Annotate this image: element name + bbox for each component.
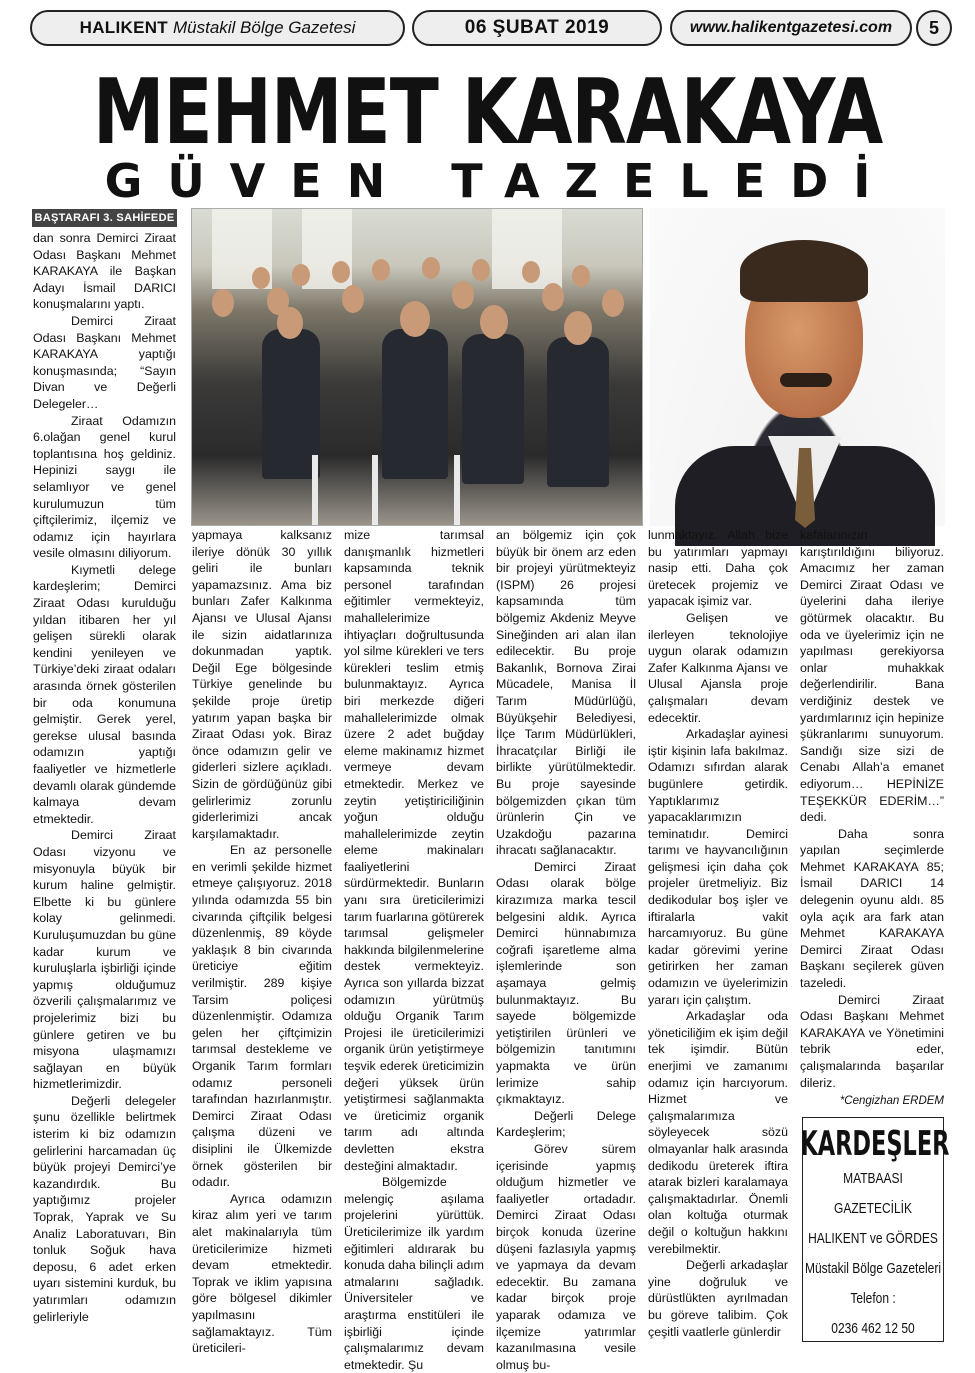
paragraph: Demirci Ziraat Odası Başkanı Mehmet KARAKAYA yaptığı konuşmasında; “Sayın Divan ve Değerli Delegeler… — [33, 313, 176, 411]
portrait-hair — [740, 240, 868, 302]
paragraph: Bölgemizde melengiç aşılama projelerini yürüttük. Üreticilerimize ilk yardım eğitimleri aldırarak bu konuda daha bilinçli adım atmalarını sağladık. Üniversiteler ve araştırma enstitüleri ile işbirliği içinde çalışmalarımız devam etmektedir. Şu — [344, 1175, 484, 1372]
website-link[interactable]: www.halikentgazetesi.com — [670, 10, 912, 46]
article-column-3 — [344, 527, 484, 1373]
issue-date: 06 ŞUBAT 2019 — [412, 10, 662, 46]
meeting-audience-photo — [191, 208, 643, 526]
paragraph: Ayrıca odamızın kiraz alım yeri ve tarım alet makinalarıyla tüm üreticilerimize hizmeti devam etmektedir. Toprak ve iklim yapısına göre bölgesel dikimler yapılmasını sağlamaktayız. Tüm üreticileri- — [192, 1191, 332, 1356]
article-column-4 — [496, 527, 636, 1373]
paper-tagline: Müstakil Bölge Gazetesi — [172, 18, 356, 37]
portrait-mustache — [780, 373, 832, 387]
paragraph: Arkadaşlar ayinesi iştir kişinin lafa bakılmaz. Odamızı sıfırdan alarak bugünlere getirdik. Yaptıklarımız yapacaklarımızın teminatıdır. Demirci tarımı ve hayvancılığının gelişmesi için daha çok projeler üretmeliyiz. Biz dedikodular boş işler ve iftiralarla vakit harcamıyoruz. Bu güne kadar görevimi yerine getirirken her zaman odamızın ve üyelerimizin yararı için çalıştım. — [648, 727, 788, 1007]
photo-person — [602, 289, 624, 317]
paragraph: Görev sürem içerisinde yapmış olduğum hizmetler ve faaliyetler ortadadır. Demirci Ziraat Odası birçok konuda üzerine düşeni fazlasıyla yapmış ve yapmaya da devam edecektir. Bu zamana kadar birçok proje yaparak odamıza ve ilçemize yatırımlar kazanılmasına vesile olmuş bu- — [496, 1141, 636, 1372]
paragraph: Demirci Ziraat Odası vizyonu ve misyonuyla büyük bir kurum haline gelmiştir. Elbette ki bu günlere kolay gelinmedi. Kuruluşumuzdan bu güne kadar kurum ve kuruluşlarla işbirliği içinde yapmış olduğumuz özverili çalışmalarımız ve projelerimiz bizi bu günlere getiren ve bu misyona ulaşmamızı sağlayan en büyük hizmetlerimizdir. — [33, 828, 176, 1092]
photo-person — [212, 289, 234, 317]
photo-person — [572, 265, 590, 287]
paragraph: Demirci Ziraat Odası Başkanı Mehmet KARAKAYA ve Yönetimini tebrik eder, çalışmalarında başarılar dileriz. — [800, 992, 944, 1090]
photo-person — [372, 259, 390, 281]
photo-person-suit — [382, 329, 448, 479]
photo-person — [252, 267, 270, 289]
continuation-label: BAŞTARAFI 3. SAHİFEDE — [32, 209, 177, 227]
paragraph: Demirci Ziraat Odası olarak bölge kirazımıza marka tescil belgesini aldık. Ayrıca Demirci hünnabımıza coğrafi işaretleme alma işlemlerinde son aşamaya gelmiş bulunmaktayız. Bu sayede bölgemizde yetiştirilen ürünleri ve bölgemizin tanıtımını yapmakta ve ürün lerimize sahip çıkmaktayız. — [496, 859, 636, 1107]
article-column-6 — [800, 527, 944, 1110]
author-signature: *Cengizhan ERDEM — [839, 1095, 944, 1108]
masthead — [30, 10, 945, 46]
subheadline: GÜVEN TAZELEDİ — [104, 154, 896, 208]
portrait-photo — [650, 208, 945, 526]
photo-person — [422, 257, 440, 279]
photo-person — [277, 307, 303, 339]
photo-person — [452, 281, 474, 309]
paragraph: dan sonra Demirci Ziraat Odası Başkanı Mehmet KARAKAYA ile Başkan Adayı İsmail DARICI konuşmalarını yaptı. — [33, 231, 176, 312]
paragraph: lunmaktayız. Allah bize bu yatırımları yapmayı nasip etti. Daha çok üretecek projemiz ve yapacak işimiz var. — [648, 528, 788, 609]
article-column-5 — [648, 527, 788, 1340]
paragraph: yapmaya kalksanız ileriye dönük 30 yıllık geliri ile bunları yapamazsınız. Ama biz bunları Zafer Kalkınma Ajansı ve Ulusal Ajansı ile sizin aidatlarınıza dokunmadan yaptık. Değil Ege bölgesinde Türkiye genelinde bu şekilde proje üretip yatırım yapan başka bir Ziraat Odası yok. Biraz önce odamızın gelir ve giderleri sizlere açıkladı. Sizin de gördüğünüz gibi gelirlerimiz zorunlu giderlerimizi ancak karşılamaktadır. — [192, 528, 332, 841]
printing-house-ad — [800, 1117, 950, 1342]
headline: MEHMET KARAKAYA — [92, 59, 883, 165]
paragraph: Arkadaşlar oda yöneticiliğim ek işim değil tek işimdir. Bütün enerjimi ve zamanımı odamız için harcıyorum. Hizmet ve çalışmalarımıza söyleyecek sözü olmayanlar halk arasında dedikodu üreterek iftira atarak bizleri karalamaya çalışmaktadırlar. Önemli olan koltuğa oturmak değil o koltuğun hakkını verebilmektir. — [648, 1009, 788, 1256]
ad-line: GAZETECİLİK — [833, 1200, 913, 1217]
paper-name-banner — [30, 10, 405, 46]
photo-person — [542, 283, 564, 311]
photo-person — [522, 261, 540, 283]
article-column-2 — [192, 527, 332, 1357]
paragraph: mize tarımsal danışmanlık hizmetleri kapsamında teknik personel tarafından eğitimler vermekteyiz, mahallelerimize ihtiyaçları doğrultusunda yol silme kürekleri ve ters kürekleri teslim etmiş bulunmaktayız. Ayrıca biri merkezde diğeri mahallelerimizde olmak üzere 2 adet buğday eleme makinamız hizmet vermeye devam etmektedir. Merkez ve zeytin yetiştiriciliğinin yoğun olduğu mahallelerimizde zeytin eleme makinaları faaliyetlerini sürdürmektedir. Bunların yanı sıra üreticilerimizi tarım fuarlarına götürerek tarımsal gelişmeler hakkında bilgilenmelerine destek vermekteyiz. Ayrıca son yıllarda bizzat odamızın yürütmüş olduğu Organik Tarım Projesi ile üreticilerimizi organik ürün yetiştirmeye teşvik ederek üreticimizin değeri yüksek ürün yetiştirmesi sağlanmakta ve üreticimiz organik tarım adı altında devletten ekstra desteğini almaktadır. — [344, 528, 484, 1173]
photo-person-suit — [547, 337, 609, 487]
photo-person — [400, 301, 430, 337]
paragraph: Değerli arkadaşlar yine doğruluk ve dürüstlükten ayrılmadan bu göreve talibim. Çok çeşitli vaatlerle günlerdir — [648, 1258, 788, 1339]
paragraph: Değerli Delege Kardeşlerim; — [496, 1108, 636, 1140]
photo-chair — [454, 455, 460, 525]
photo-person — [292, 264, 310, 286]
paragraph: kafalarınızın karıştırıldığını biliyoruz. Amacımız her zaman Demirci Ziraat Odası ve üyelerini daha ileriye götürmek olacaktır. Bu oda ve üyelerimiz için ne yapılması gerekiyorsa onlar muhakkak değerlendirilir. Bana verdiğiniz destek ve yardımlarınız için hepinize şükranlarımı sunuyorum. Sandığı size sizi de Cenabı Allah’a emanet ediyorum… HEPİNİZE TEŞEKKÜR EDERİM…” dedi. — [800, 528, 944, 825]
paragraph: Değerli delegeler şunu özellikle belirtmek isterim ki biz odamızın gelirlerini harcamadan üç büyük projeyi Demirci’ye kazandırdık. Bu yaptığımız projeler Toprak, Yaprak ve Su Analiz Laboratuvarı, Bin tonluk Soğuk hava deposu, 6 adet erken uyarı sistemini kurduk, bu yatırımları odamızın gelirleriyle — [33, 1093, 176, 1324]
photo-chair — [312, 455, 318, 525]
ad-title: KARDEŞLER — [800, 1124, 950, 1164]
ad-line: Telefon : — [850, 1290, 896, 1307]
paper-name: HALIKENT — [79, 18, 168, 37]
ad-line: MATBAASI — [843, 1170, 903, 1187]
article-column-1 — [33, 230, 176, 1325]
ad-phone: 0236 462 12 50 — [831, 1320, 915, 1337]
paragraph: Kıymetli delege kardeşlerim; Demirci Ziraat Odası kurulduğu yıldan itibaren her yıl gelişen sürekli olarak kendini yenileyen ve Türkiye’deki ziraat odaları arasında örnek gösterilen bir oda konumuna gelmiştir. Gerek yerel, gerekse ulusal basında odamızın yaptığı faaliyetler ve hizmetlerle devamlı olarak gündemde kalmaya devam etmektedir. — [33, 562, 176, 826]
paragraph: Ziraat Odamızın 6.olağan genel kurul toplantısına hoş geldiniz. Hepinizi saygı ile selamlıyor ve genel kurulumuzun tüm çiftçilerimiz, ilçemiz ve odamız için hayırlara vesile olmasını diliyorum. — [33, 413, 176, 561]
paragraph: Daha sonra yapılan seçimlerde Mehmet KARAKAYA 85; İsmail DARICI 14 delegenin oyunu aldı. 85 oyla açık ara fark atan Mehmet KARAKAYA Demirci Ziraat Odası Başkanı seçilerek güven tazeledi. — [800, 826, 944, 991]
photo-person — [472, 259, 490, 281]
ad-line: Müstakil Bölge Gazeteleri — [804, 1260, 942, 1277]
ad-line: HALIKENT ve GÖRDES — [808, 1230, 938, 1247]
paragraph: an bölgemiz için çok büyük bir önem arz eden bir projeyi yürütmekteyiz (ISPM) 26 projesi kapsamında tüm bölgemiz Akdeniz Meyve Sineğinden ari alan ilan edilecektir. Bu proje Bakanlık, Bornova Zirai Mücadele, Manisa İl Tarım Müdürlüğü, Büyükşehir Belediyesi, İlçe Tarım Müdürlükleri, İhracatçılar Birliği ile birlikte yürütülmektedir. Bu proje sayesinde bölgemizden çıkan tüm ürünlerin Çin ve Uzakdoğu pazarına ihracatı sağlanacaktır. — [496, 528, 636, 858]
photo-person — [480, 305, 508, 339]
photo-person-suit — [462, 334, 524, 484]
paragraph: Gelişen ve ilerleyen teknolojiye uygun olarak odamızın Zafer Kalkınma Ajansı ve Ulusal Ajansla proje çalışmaları devam edecektir. — [648, 610, 788, 725]
page-number: 5 — [916, 10, 952, 46]
photo-person — [342, 285, 364, 313]
photo-chair — [372, 455, 378, 525]
photo-person — [564, 311, 592, 345]
photo-person — [332, 261, 350, 283]
paragraph: En az personelle en verimli şekilde hizmet etmeye çalışıyoruz. 2018 yılında odamızda 55 bin civarında çiftçilik belgesi düzenlenmiş, 89 köyde yaklaşık 8 bin civarında üreticiye eğitim verilmiştir. 289 kişiye Tarsim poliçesi düzenlenmiştir. Odamıza gelen her çiftçimizin tarımsal destekleme ve Organik Tarım formları odamız personeli tarafından hazırlanmıştır. Demirci Ziraat Odası çalışma düzeni ve disiplini ile Ülkemizde örnek gösterilen bir odadır. — [192, 843, 332, 1190]
